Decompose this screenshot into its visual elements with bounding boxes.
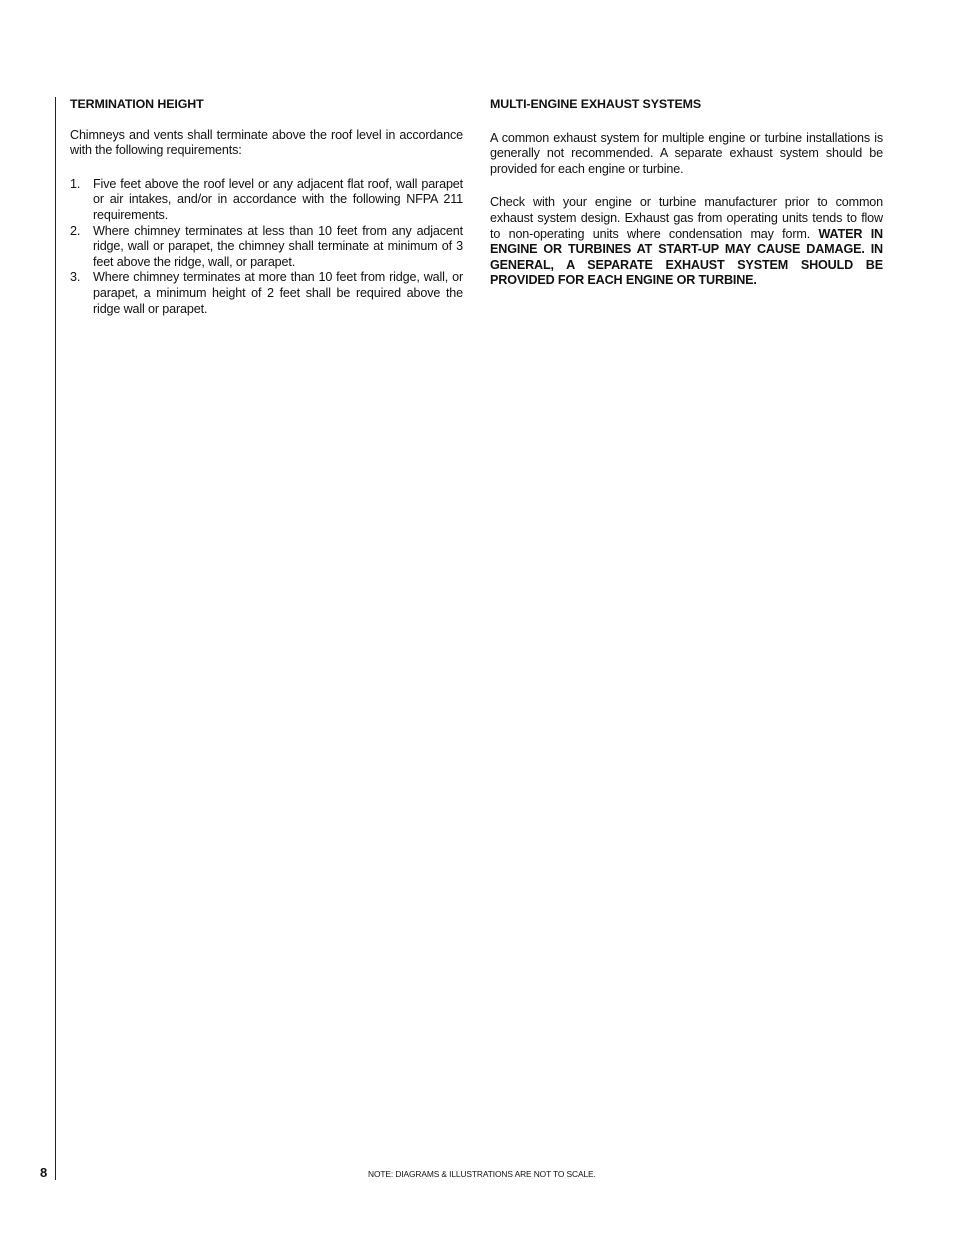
- page-number: 8: [40, 1165, 48, 1180]
- recommendation-paragraph: A common exhaust system for multiple engine or turbine installations is generally not recommended. A separate exhaust system should be provided for each engine or turbine.: [490, 130, 883, 176]
- termination-height-section: [70, 97, 463, 317]
- paragraph-normal-text: Check with your engine or turbine manufacturer prior to common exhaust system design. Exhaust gas from operating units tends to flow to non-operating units where condensation may form.: [490, 195, 883, 241]
- left-margin-rule: [55, 97, 56, 1180]
- manufacturer-check-paragraph: [490, 195, 883, 289]
- section-heading: TERMINATION HEIGHT: [70, 97, 204, 111]
- list-item: [70, 224, 463, 271]
- list-item: [70, 270, 463, 317]
- list-item-text: Where chimney terminates at less than 10 feet from any adjacent ridge, wall or parapet, the chimney shall terminate at minimum of 3 feet above the ridge, wall, or parapet.: [93, 223, 463, 269]
- list-item: [70, 177, 463, 224]
- list-item-number: 2.: [70, 223, 81, 238]
- list-item-text: Five feet above the roof level or any adjacent flat roof, wall parapet or air intakes, and/or in accordance with the following NFPA 211 requirements.: [93, 176, 463, 222]
- requirements-list: [70, 177, 463, 317]
- list-item-number: 3.: [70, 270, 81, 285]
- intro-paragraph: Chimneys and vents shall terminate above the roof level in accordance with the following requirements:: [70, 127, 463, 158]
- section-heading: MULTI-ENGINE EXHAUST SYSTEMS: [490, 97, 702, 111]
- scale-note: NOTE: DIAGRAMS & ILLUSTRATIONS ARE NOT TO SCALE.: [368, 1169, 596, 1179]
- list-item-number: 1.: [70, 176, 81, 191]
- multi-engine-exhaust-section: [490, 97, 883, 307]
- warning-text: WATER IN ENGINE OR TURBINES AT START-UP MAY CAUSE DAMAGE. IN GENERAL, A SEPARATE EXHAUST SYSTEM SHOULD BE PROVIDED FOR EACH ENGINE OR TURBINE.: [490, 226, 883, 288]
- list-item-text: Where chimney terminates at more than 10 feet from ridge, wall, or parapet, a minimum height of 2 feet shall be required above the ridge wall or parapet.: [93, 270, 463, 316]
